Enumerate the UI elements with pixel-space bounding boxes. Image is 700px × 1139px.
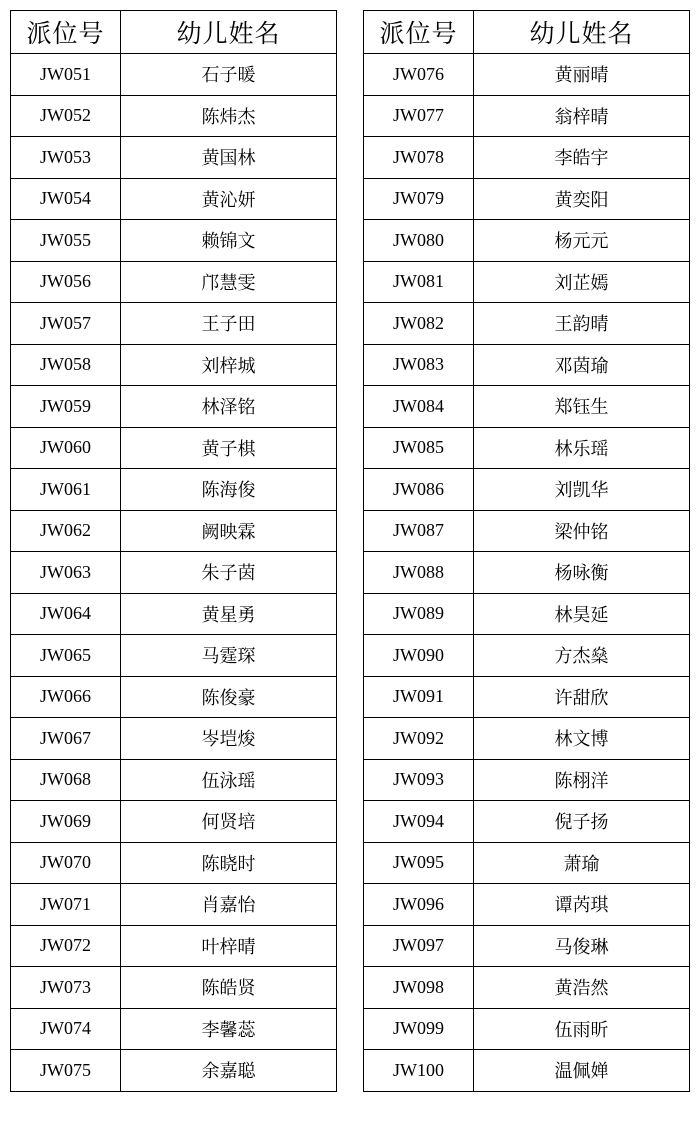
table-row xyxy=(364,261,690,303)
placement-code-cell: JW081 xyxy=(364,261,474,303)
child-name-cell: 叶梓晴 xyxy=(121,925,337,967)
placement-code-cell: JW071 xyxy=(11,884,121,926)
header-name: 幼儿姓名 xyxy=(474,11,690,54)
placement-code-cell: JW051 xyxy=(11,54,121,96)
placement-code-cell: JW095 xyxy=(364,842,474,884)
table-row xyxy=(364,386,690,428)
header-row xyxy=(11,11,337,54)
child-name-cell: 翁梓晴 xyxy=(474,95,690,137)
placement-code-cell: JW064 xyxy=(11,593,121,635)
child-name-cell: 谭芮琪 xyxy=(474,884,690,926)
child-name-cell: 许甜欣 xyxy=(474,676,690,718)
table-row xyxy=(364,759,690,801)
placement-code-cell: JW097 xyxy=(364,925,474,967)
child-name-cell: 黄丽晴 xyxy=(474,54,690,96)
child-name-cell: 马霆琛 xyxy=(121,635,337,677)
child-name-cell: 黄星勇 xyxy=(121,593,337,635)
child-name-cell: 黄浩然 xyxy=(474,967,690,1009)
child-name-cell: 肖嘉怡 xyxy=(121,884,337,926)
table-row xyxy=(11,967,337,1009)
child-name-cell: 萧瑜 xyxy=(474,842,690,884)
table-row xyxy=(11,925,337,967)
placement-code-cell: JW075 xyxy=(11,1050,121,1092)
placement-code-cell: JW059 xyxy=(11,386,121,428)
child-name-cell: 朱子茵 xyxy=(121,552,337,594)
table-row xyxy=(11,593,337,635)
table-row xyxy=(364,1050,690,1092)
placement-code-cell: JW088 xyxy=(364,552,474,594)
table-row xyxy=(364,510,690,552)
roster-table-right xyxy=(363,10,690,1092)
table-row xyxy=(11,386,337,428)
child-name-cell: 余嘉聪 xyxy=(121,1050,337,1092)
table-row xyxy=(11,676,337,718)
placement-code-cell: JW079 xyxy=(364,178,474,220)
placement-code-cell: JW066 xyxy=(11,676,121,718)
table-row xyxy=(11,1050,337,1092)
table-row xyxy=(11,95,337,137)
table-row xyxy=(364,967,690,1009)
child-name-cell: 刘芷嫣 xyxy=(474,261,690,303)
table-row xyxy=(11,469,337,511)
placement-code-cell: JW061 xyxy=(11,469,121,511)
child-name-cell: 林昊延 xyxy=(474,593,690,635)
placement-code-cell: JW096 xyxy=(364,884,474,926)
child-name-cell: 伍雨昕 xyxy=(474,1008,690,1050)
child-name-cell: 林泽铭 xyxy=(121,386,337,428)
child-name-cell: 黄沁妍 xyxy=(121,178,337,220)
placement-code-cell: JW078 xyxy=(364,137,474,179)
placement-code-cell: JW089 xyxy=(364,593,474,635)
table-row xyxy=(11,759,337,801)
placement-code-cell: JW063 xyxy=(11,552,121,594)
table-row xyxy=(11,427,337,469)
placement-code-cell: JW090 xyxy=(364,635,474,677)
placement-code-cell: JW057 xyxy=(11,303,121,345)
placement-code-cell: JW086 xyxy=(364,469,474,511)
child-name-cell: 黄奕阳 xyxy=(474,178,690,220)
child-name-cell: 李皓宇 xyxy=(474,137,690,179)
placement-code-cell: JW094 xyxy=(364,801,474,843)
child-name-cell: 方杰燊 xyxy=(474,635,690,677)
child-name-cell: 郑钰生 xyxy=(474,386,690,428)
child-name-cell: 陈海俊 xyxy=(121,469,337,511)
child-name-cell: 陈晓时 xyxy=(121,842,337,884)
child-name-cell: 李馨蕊 xyxy=(121,1008,337,1050)
table-row xyxy=(11,178,337,220)
placement-code-cell: JW053 xyxy=(11,137,121,179)
child-name-cell: 王韵晴 xyxy=(474,303,690,345)
placement-code-cell: JW100 xyxy=(364,1050,474,1092)
placement-code-cell: JW056 xyxy=(11,261,121,303)
placement-code-cell: JW060 xyxy=(11,427,121,469)
table-row xyxy=(364,54,690,96)
child-name-cell: 杨元元 xyxy=(474,220,690,262)
child-name-cell: 陈皓贤 xyxy=(121,967,337,1009)
table-row xyxy=(364,635,690,677)
header-code: 派位号 xyxy=(364,11,474,54)
placement-code-cell: JW076 xyxy=(364,54,474,96)
child-name-cell: 刘梓城 xyxy=(121,344,337,386)
child-name-cell: 伍泳瑶 xyxy=(121,759,337,801)
child-name-cell: 黄子棋 xyxy=(121,427,337,469)
table-row xyxy=(11,510,337,552)
table-row xyxy=(11,884,337,926)
child-name-cell: 温佩婵 xyxy=(474,1050,690,1092)
table-row xyxy=(11,1008,337,1050)
placement-code-cell: JW067 xyxy=(11,718,121,760)
child-name-cell: 赖锦文 xyxy=(121,220,337,262)
table-row xyxy=(11,842,337,884)
child-name-cell: 黄国林 xyxy=(121,137,337,179)
child-name-cell: 梁仲铭 xyxy=(474,510,690,552)
placement-code-cell: JW065 xyxy=(11,635,121,677)
placement-code-cell: JW058 xyxy=(11,344,121,386)
placement-code-cell: JW099 xyxy=(364,1008,474,1050)
placement-code-cell: JW080 xyxy=(364,220,474,262)
placement-code-cell: JW070 xyxy=(11,842,121,884)
child-name-cell: 林文博 xyxy=(474,718,690,760)
header-row xyxy=(364,11,690,54)
header-name: 幼儿姓名 xyxy=(121,11,337,54)
placement-code-cell: JW074 xyxy=(11,1008,121,1050)
roster-table-left xyxy=(10,10,337,1092)
placement-code-cell: JW085 xyxy=(364,427,474,469)
table-row xyxy=(364,220,690,262)
placement-code-cell: JW054 xyxy=(11,178,121,220)
child-name-cell: 王子田 xyxy=(121,303,337,345)
table-row xyxy=(11,303,337,345)
child-name-cell: 石子暖 xyxy=(121,54,337,96)
table-row xyxy=(364,718,690,760)
table-row xyxy=(364,925,690,967)
placement-code-cell: JW072 xyxy=(11,925,121,967)
placement-code-cell: JW073 xyxy=(11,967,121,1009)
placement-code-cell: JW087 xyxy=(364,510,474,552)
placement-code-cell: JW098 xyxy=(364,967,474,1009)
child-name-cell: 陈栩洋 xyxy=(474,759,690,801)
table-row xyxy=(11,718,337,760)
child-name-cell: 杨咏衡 xyxy=(474,552,690,594)
placement-code-cell: JW093 xyxy=(364,759,474,801)
placement-code-cell: JW084 xyxy=(364,386,474,428)
table-row xyxy=(364,593,690,635)
child-name-cell: 刘凯华 xyxy=(474,469,690,511)
table-row xyxy=(364,178,690,220)
table-row xyxy=(11,801,337,843)
table-row xyxy=(364,552,690,594)
table-row xyxy=(364,303,690,345)
table-row xyxy=(11,344,337,386)
placement-code-cell: JW068 xyxy=(11,759,121,801)
placement-code-cell: JW091 xyxy=(364,676,474,718)
table-row xyxy=(11,635,337,677)
table-row xyxy=(364,344,690,386)
table-row xyxy=(364,427,690,469)
placement-code-cell: JW082 xyxy=(364,303,474,345)
table-row xyxy=(364,137,690,179)
child-name-cell: 岑垲焌 xyxy=(121,718,337,760)
table-row xyxy=(11,552,337,594)
child-name-cell: 马俊琳 xyxy=(474,925,690,967)
placement-code-cell: JW092 xyxy=(364,718,474,760)
child-name-cell: 邝慧雯 xyxy=(121,261,337,303)
placement-code-cell: JW062 xyxy=(11,510,121,552)
child-name-cell: 邓茵瑜 xyxy=(474,344,690,386)
placement-code-cell: JW069 xyxy=(11,801,121,843)
table-row xyxy=(11,261,337,303)
table-row xyxy=(364,95,690,137)
child-name-cell: 林乐瑶 xyxy=(474,427,690,469)
child-name-cell: 倪子扬 xyxy=(474,801,690,843)
child-name-cell: 陈炜杰 xyxy=(121,95,337,137)
table-row xyxy=(364,676,690,718)
child-name-cell: 何贤培 xyxy=(121,801,337,843)
header-code: 派位号 xyxy=(11,11,121,54)
child-name-cell: 阙映霖 xyxy=(121,510,337,552)
table-row xyxy=(364,469,690,511)
placement-code-cell: JW083 xyxy=(364,344,474,386)
table-row xyxy=(364,1008,690,1050)
table-row xyxy=(364,884,690,926)
child-name-cell: 陈俊豪 xyxy=(121,676,337,718)
table-row xyxy=(11,137,337,179)
table-row xyxy=(11,220,337,262)
table-row xyxy=(364,842,690,884)
table-row xyxy=(364,801,690,843)
placement-code-cell: JW077 xyxy=(364,95,474,137)
placement-code-cell: JW052 xyxy=(11,95,121,137)
table-row xyxy=(11,54,337,96)
placement-code-cell: JW055 xyxy=(11,220,121,262)
